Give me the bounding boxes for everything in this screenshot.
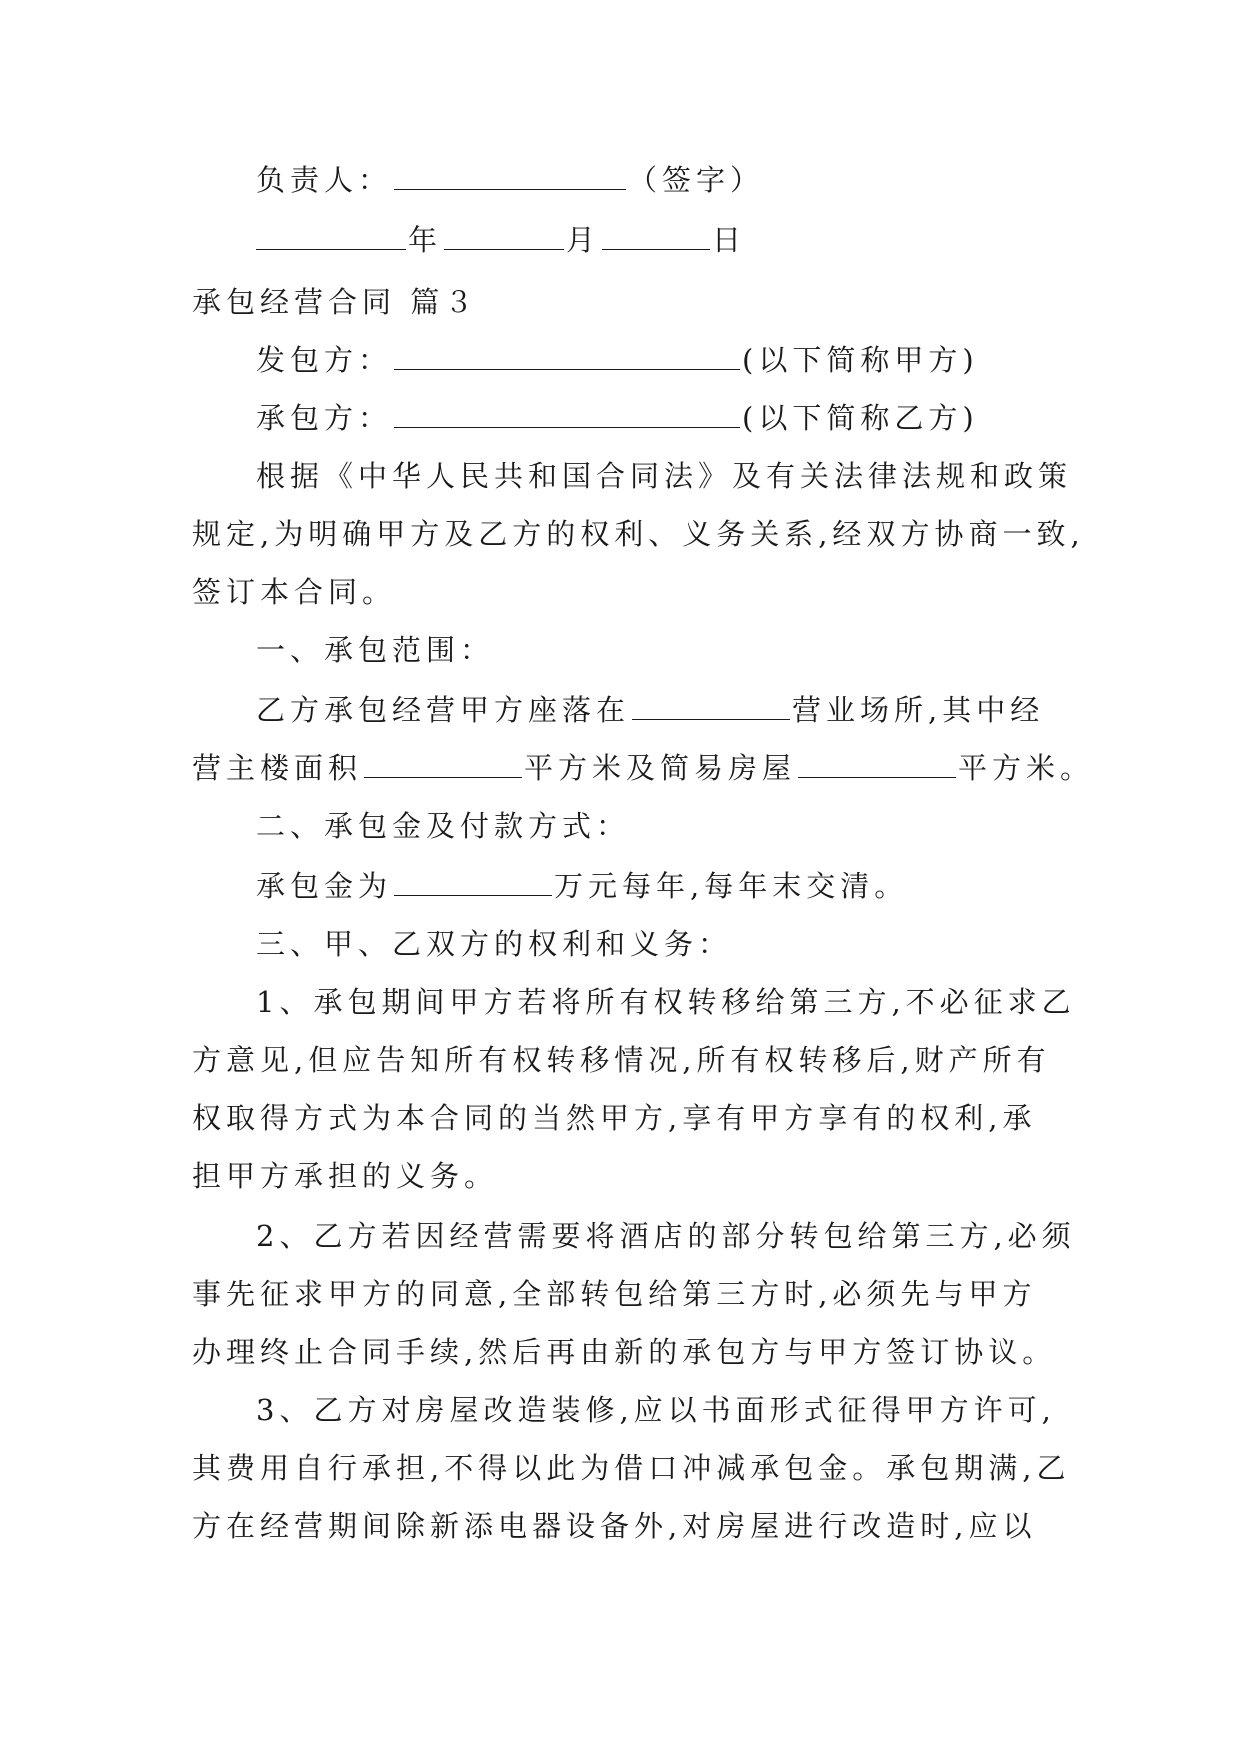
section2-text-b: 万元每年,每年末交清。	[554, 869, 909, 903]
intro-line-2: 规定,为明确甲方及乙方的权利、义务关系,经双方协商一致,	[192, 517, 1085, 551]
responsible-blank	[394, 163, 626, 190]
year-blank	[256, 223, 406, 250]
section1-text-d: 平方米及简易房屋	[524, 751, 797, 785]
section1-text-b: 营业场所,其中经	[792, 693, 1045, 727]
item3-line-2: 其费用自行承担,不得以此为借口冲减承包金。承包期满,乙	[192, 1451, 1071, 1485]
party-a-label: 发包方：	[256, 343, 393, 377]
section3-title: 三、甲、乙双方的权利和义务：	[256, 927, 733, 961]
contract-fee-blank	[394, 869, 552, 896]
party-b-note: (以下简称乙方)	[742, 401, 979, 435]
party-b-line	[256, 398, 1116, 438]
item1-line-2: 方意见,但应告知所有权转移情况,所有权转移后,财产所有	[192, 1043, 1051, 1077]
section1-line-1	[256, 690, 1116, 730]
section1-title: 一、承包范围：	[256, 633, 495, 667]
date-line	[256, 220, 1116, 260]
section2-text-a: 承包金为	[256, 869, 393, 903]
item1-line-3: 权取得方式为本合同的当然甲方,享有甲方享有的权利,承	[192, 1101, 1037, 1135]
intro-line-1: 根据《中华人民共和国合同法》及有关法律法规和政策	[256, 459, 1073, 493]
section2-title: 二、承包金及付款方式：	[256, 809, 631, 843]
item2-line-3: 办理终止合同手续,然后再由新的承包方与甲方签订协议。	[192, 1335, 1057, 1369]
year-label: 年	[408, 223, 443, 257]
sign-note: （签字）	[628, 163, 765, 197]
intro-line-3: 签订本合同。	[192, 575, 397, 609]
party-a-note: (以下简称甲方)	[742, 343, 979, 377]
location-blank	[632, 693, 790, 720]
day-label: 日	[712, 223, 747, 257]
item1-line-1: 1、承包期间甲方若将所有权转移给第三方,不必征求乙	[256, 985, 1076, 1019]
item3-line-3: 方在经营期间除新添电器设备外,对房屋进行改造时,应以	[192, 1509, 1037, 1543]
month-label: 月	[566, 223, 601, 257]
contract-title: 承包经营合同 篇３	[192, 285, 479, 319]
section1-text-e: 平方米。	[958, 751, 1095, 785]
item1-line-4: 担甲方承担的义务。	[192, 1159, 499, 1193]
section1-text-c: 营主楼面积	[192, 751, 363, 785]
month-blank	[444, 223, 564, 250]
item2-line-1: 2、乙方若因经营需要将酒店的部分转包给第三方,必须	[256, 1219, 1076, 1253]
section2-line	[256, 866, 1116, 906]
party-a-blank	[394, 343, 740, 370]
item2-line-2: 事先征求甲方的同意,全部转包给第三方时,必须先与甲方	[192, 1277, 1037, 1311]
section1-text-a: 乙方承包经营甲方座落在	[256, 693, 631, 727]
party-b-blank	[394, 401, 740, 428]
main-building-area-blank	[364, 751, 522, 778]
party-b-label: 承包方：	[256, 401, 393, 435]
responsible-signature-line	[256, 160, 1116, 200]
item3-line-1: 3、乙方对房屋改造装修,应以书面形式征得甲方许可,	[256, 1393, 1056, 1427]
simple-house-area-blank	[798, 751, 956, 778]
responsible-label: 负责人：	[256, 163, 393, 197]
section1-line-2	[192, 748, 1095, 788]
party-a-line	[256, 340, 1116, 380]
day-blank	[602, 223, 710, 250]
